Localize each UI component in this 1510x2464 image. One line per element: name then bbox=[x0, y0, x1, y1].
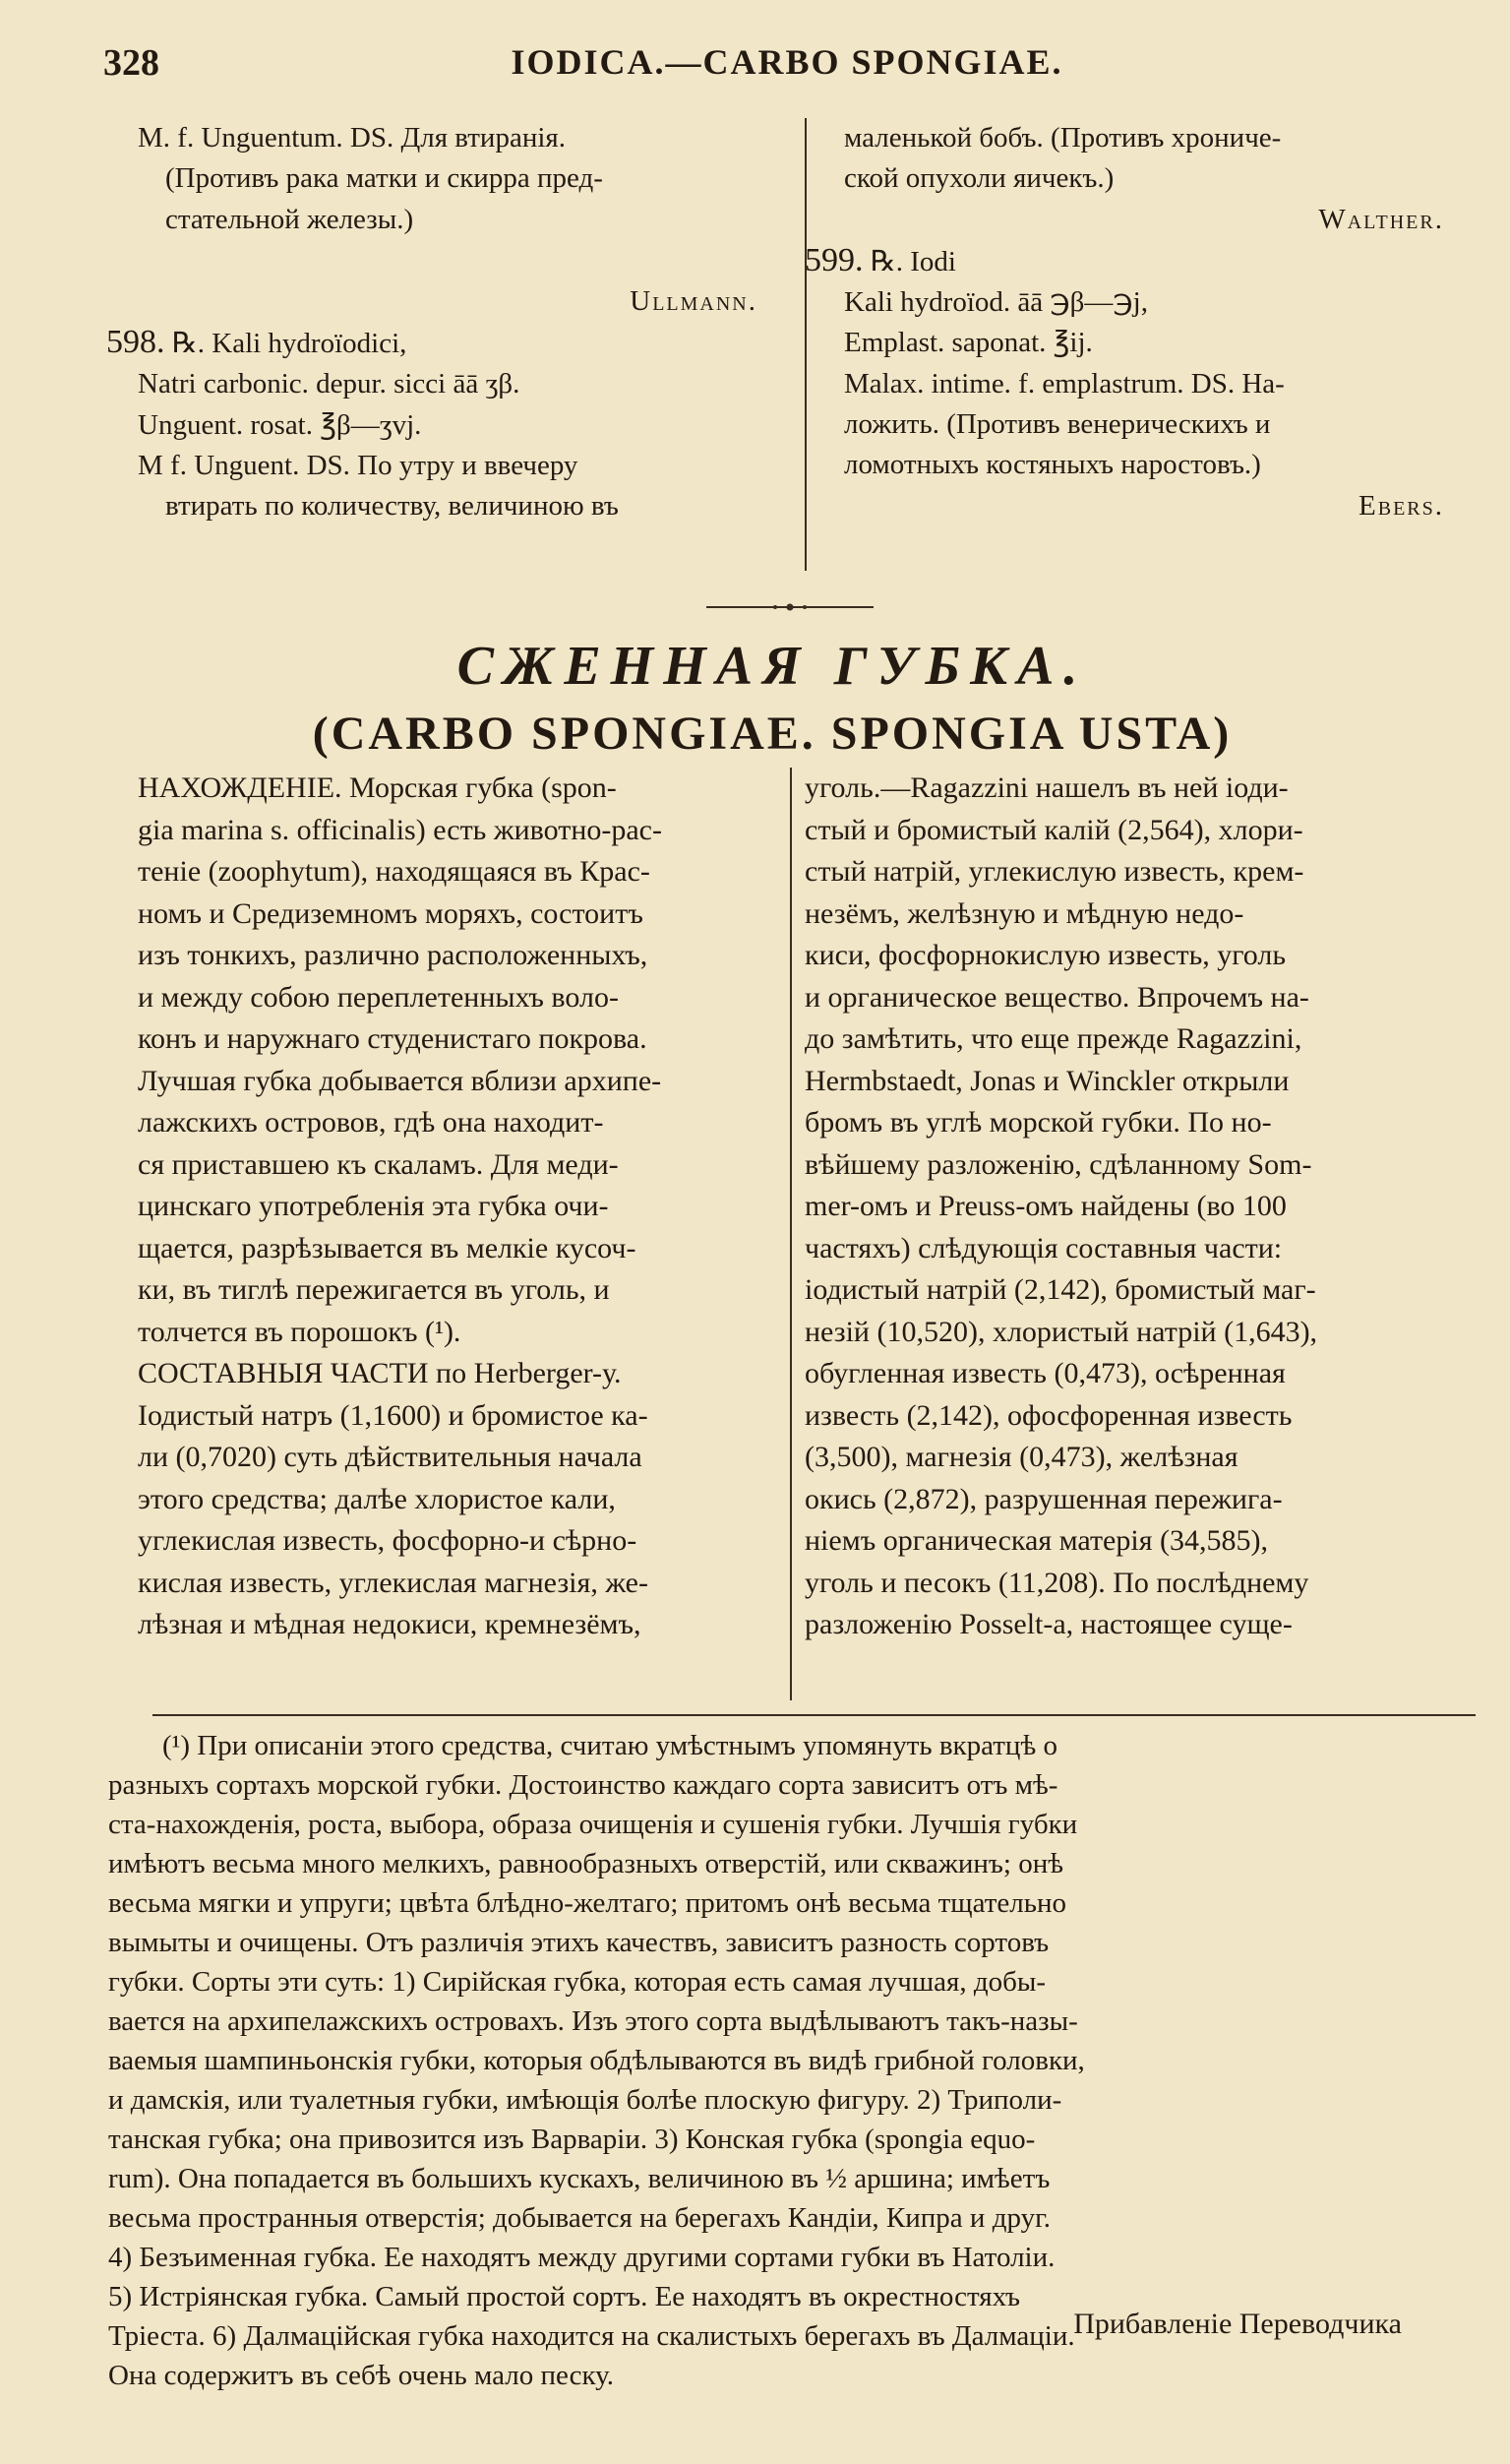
rx-symbol: ℞. bbox=[870, 245, 903, 277]
column-divider-body bbox=[790, 768, 792, 1700]
author-ebers: Ebers. bbox=[1359, 489, 1444, 522]
recipe-number: 598. bbox=[106, 324, 165, 361]
body-line: Іодистый натръ (1,1600) и бромистое ка- bbox=[138, 1398, 648, 1432]
author-ullmann: Ullmann. bbox=[630, 284, 757, 317]
top-left-column bbox=[106, 118, 787, 527]
body-line: этого средства; далѣе хлористое кали, bbox=[138, 1482, 616, 1515]
ornament-rule bbox=[706, 602, 874, 612]
recipe-ingredient: Iodi bbox=[910, 245, 956, 277]
body-right-column bbox=[805, 768, 1474, 1646]
rx-symbol: ℞. bbox=[171, 328, 205, 360]
footnote-line: Тріеста. 6) Далмацiйская губка находится на скалистыхъ берегахъ въ Далмаціи. bbox=[108, 2320, 1075, 2352]
body-line: стый натрій, углекислую известь, крем- bbox=[805, 855, 1304, 888]
footnote-line: (¹) При описаніи этого средства, считаю умѣстнымъ упомянуть вкратцѣ о bbox=[162, 1730, 1057, 1761]
footnote-line: губки. Сорты эти суть: 1) Сирійская губка, которая есть самая лучшая, добы- bbox=[108, 1966, 1047, 1998]
footnote-line: вымыты и очищены. Отъ различія этихъ качествъ, зависитъ разность сортовъ bbox=[108, 1927, 1050, 1958]
body-line: цинскаго употребленія эта губка очи- bbox=[138, 1190, 609, 1222]
recipe-line: ложить. (Противъ венерическихъ и bbox=[844, 408, 1271, 441]
body-line: конъ и наружнаго студенистаго покрова. bbox=[138, 1022, 647, 1055]
body-line: известь (2,142), офосфоренная известь bbox=[805, 1398, 1293, 1432]
footnote-line: имѣютъ весьма много мелкихъ, равнообразныхъ отверстій, или скважинъ; онѣ bbox=[108, 1848, 1063, 1879]
body-line: (3,500), магнезія (0,473), желѣзная bbox=[805, 1441, 1238, 1473]
body-left-column bbox=[138, 768, 772, 1646]
body-line: СОСТАВНЫЯ ЧАСТИ по Herberger-у. bbox=[138, 1357, 622, 1389]
footnote-line: и дамскія, или туалетныя губки, имѣющія болѣе плоскую фигуру. 2) Триполи- bbox=[108, 2084, 1062, 2116]
recipe-line: ломотныхъ костяныхъ наростовъ.) bbox=[844, 449, 1261, 481]
body-line: и между собою переплетенныхъ воло- bbox=[138, 980, 619, 1014]
body-line: и органическое вещество. Впрочемъ на- bbox=[805, 980, 1309, 1014]
body-line: уголь и песокъ (11,208). По послѣднему bbox=[805, 1566, 1309, 1599]
body-line: обугленная известь (0,473), осѣренная bbox=[805, 1357, 1286, 1389]
body-line: щается, разрѣзывается въ мелкіе кусоч- bbox=[138, 1231, 636, 1264]
body-line: незій (10,520), хлористый натрій (1,643), bbox=[805, 1315, 1318, 1348]
recipe-line: втирать по количеству, величиною въ bbox=[165, 490, 619, 523]
body-line: ки, въ тиглѣ пережигается въ уголь, и bbox=[138, 1273, 610, 1306]
body-line: киси, фосфорнокислую известь, уголь bbox=[805, 939, 1287, 971]
recipe-ingredient: Kali hydroïodici, bbox=[211, 328, 407, 360]
footnote-rule bbox=[152, 1714, 1476, 1716]
body-line: mer-омъ и Preuss-омъ найдены (во 100 bbox=[805, 1190, 1287, 1222]
recipe-line: Kali hydroïod. āā ℈β—℈j, bbox=[844, 286, 1148, 319]
footnote-line: 4) Безъименная губка. Ее находятъ между другими сортами губки въ Натоліи. bbox=[108, 2242, 1056, 2273]
page-header bbox=[103, 41, 1471, 91]
body-line: іодистый натрій (2,142), бромистый маг- bbox=[805, 1273, 1316, 1306]
section-title: СЖЕННАЯ ГУБКА. bbox=[456, 636, 1088, 697]
body-line: окись (2,872), разрушенная пережига- bbox=[805, 1482, 1283, 1515]
recipe-line: M f. Unguent. DS. По утру и ввечеру bbox=[138, 450, 578, 482]
footnote-line: ваемыя шампиньонскія губки, которыя обдѣлываются въ видѣ грибной головки, bbox=[108, 2045, 1085, 2076]
body-line: незёмъ, желѣзную и мѣдную недо- bbox=[805, 896, 1244, 930]
body-line: частяхъ) слѣдующія составныя части: bbox=[805, 1231, 1283, 1264]
section-subtitle: (CARBO SPONGIAE. SPONGIA USTA) bbox=[312, 708, 1233, 760]
body-line: лажскихъ островов, гдѣ она находит- bbox=[138, 1106, 604, 1139]
body-line: до замѣтить, что еще прежде Ragazzini, bbox=[805, 1022, 1302, 1055]
text-line: стательной железы.) bbox=[165, 203, 414, 235]
text-line: (Противъ рака матки и скирра пред- bbox=[165, 162, 603, 195]
text-line: маленькой бобъ. (Противъ хрониче- bbox=[844, 122, 1282, 154]
recipe-number: 599. bbox=[805, 241, 864, 278]
body-line: ли (0,7020) суть дѣйствительныя начала bbox=[138, 1441, 642, 1473]
column-divider-top bbox=[805, 118, 807, 571]
footnote-line: rum). Она попадается въ большихъ кускахъ, величиною въ ½ аршина; имѣетъ bbox=[108, 2163, 1051, 2194]
footnote-line: 5) Истріянская губка. Самый простой сортъ. Ее находятъ въ окрестностяхъ bbox=[108, 2281, 1020, 2312]
top-right-column bbox=[805, 118, 1474, 526]
footnote-line: разныхъ сортахъ морской губки. Достоинство каждаго сорта зависитъ отъ мѣ- bbox=[108, 1769, 1058, 1801]
author-walther: Walther. bbox=[1318, 203, 1444, 235]
running-title: IODICA.—CARBO SPONGIAE. bbox=[511, 42, 1063, 82]
page-number: 328 bbox=[103, 42, 159, 84]
recipe-598-heading bbox=[106, 322, 787, 364]
body-line: теніе (zoophytum), находящаяся въ Крас- bbox=[138, 855, 650, 888]
body-line: лѣзная и мѣдная недокиси, кремнезёмъ, bbox=[138, 1608, 641, 1640]
body-line: разложенію Posselt-a, настоящее суще- bbox=[805, 1608, 1293, 1640]
body-line: кислая известь, углекислая магнезія, же- bbox=[138, 1566, 648, 1599]
body-line: вѣйшему разложенію, сдѣланному Som- bbox=[805, 1147, 1312, 1181]
footnote-line: весьма мягки и упруги; цвѣта блѣдно-желтаго; притомъ онѣ весьма тщательно bbox=[108, 1887, 1066, 1919]
footnote-line: ста-нахожденія, роста, выбора, образа очищенія и сушенія губки. Лучшія губки bbox=[108, 1809, 1078, 1840]
body-line: Лучшая губка добывается вблизи архипе- bbox=[138, 1064, 662, 1097]
recipe-599-heading bbox=[805, 240, 1474, 282]
body-line: бромъ въ углѣ морской губки. По но- bbox=[805, 1106, 1272, 1139]
footnote-line: танская губка; она привозится изъ Варваріи. 3) Конская губка (spongia equo- bbox=[108, 2124, 1036, 2155]
body-line: ніемъ органическая матерія (34,585), bbox=[805, 1524, 1268, 1557]
footnote-line: Она содержитъ въ себѣ очень мало песку. bbox=[108, 2360, 614, 2391]
text-line: ской опухоли яичекъ.) bbox=[844, 162, 1115, 195]
body-line: стый и бромистый калій (2,564), хлори- bbox=[805, 813, 1303, 846]
body-line: НАХОЖДЕНІЕ. Морская губка (spon- bbox=[138, 771, 617, 804]
body-line: изъ тонкихъ, различно расположенныхъ, bbox=[138, 939, 648, 971]
footnote-line: весьма пространныя отверстія; добывается на берегахъ Кандіи, Кипра и друг. bbox=[108, 2202, 1051, 2234]
recipe-line: Natri carbonic. depur. sicci āā ʒβ. bbox=[138, 368, 520, 400]
footnote-line: вается на архипелажскихъ островахъ. Изъ этого сорта выдѣлываютъ такъ-назы- bbox=[108, 2005, 1078, 2037]
body-line: gia marina s. officinalis) есть животно-рас- bbox=[138, 813, 662, 846]
body-line: уголь.—Ragazzini нашелъ въ ней іоди- bbox=[805, 771, 1289, 804]
recipe-line: Malax. intime. f. emplastrum. DS. На- bbox=[844, 367, 1285, 400]
text-line: M. f. Unguentum. DS. Для втиранія. bbox=[138, 122, 566, 154]
body-line: номъ и Средиземномъ моряхъ, состоитъ bbox=[138, 896, 643, 930]
footnote bbox=[108, 1726, 1480, 2395]
body-line: углекислая известь, фосфорно-и сѣрно- bbox=[138, 1524, 637, 1557]
body-line: Hermbstaedt, Jonas и Winckler открыли bbox=[805, 1064, 1290, 1097]
body-line: толчется въ порошокъ (¹). bbox=[138, 1315, 461, 1348]
body-line: ся приставшею къ скаламъ. Для меди- bbox=[138, 1147, 619, 1181]
translator-note-signature: Прибавленіе Переводчика bbox=[1073, 2308, 1402, 2340]
recipe-line: Emplast. saponat. ℥ij. bbox=[844, 327, 1093, 359]
recipe-line: Unguent. rosat. ℥β—ʒvj. bbox=[138, 408, 422, 441]
